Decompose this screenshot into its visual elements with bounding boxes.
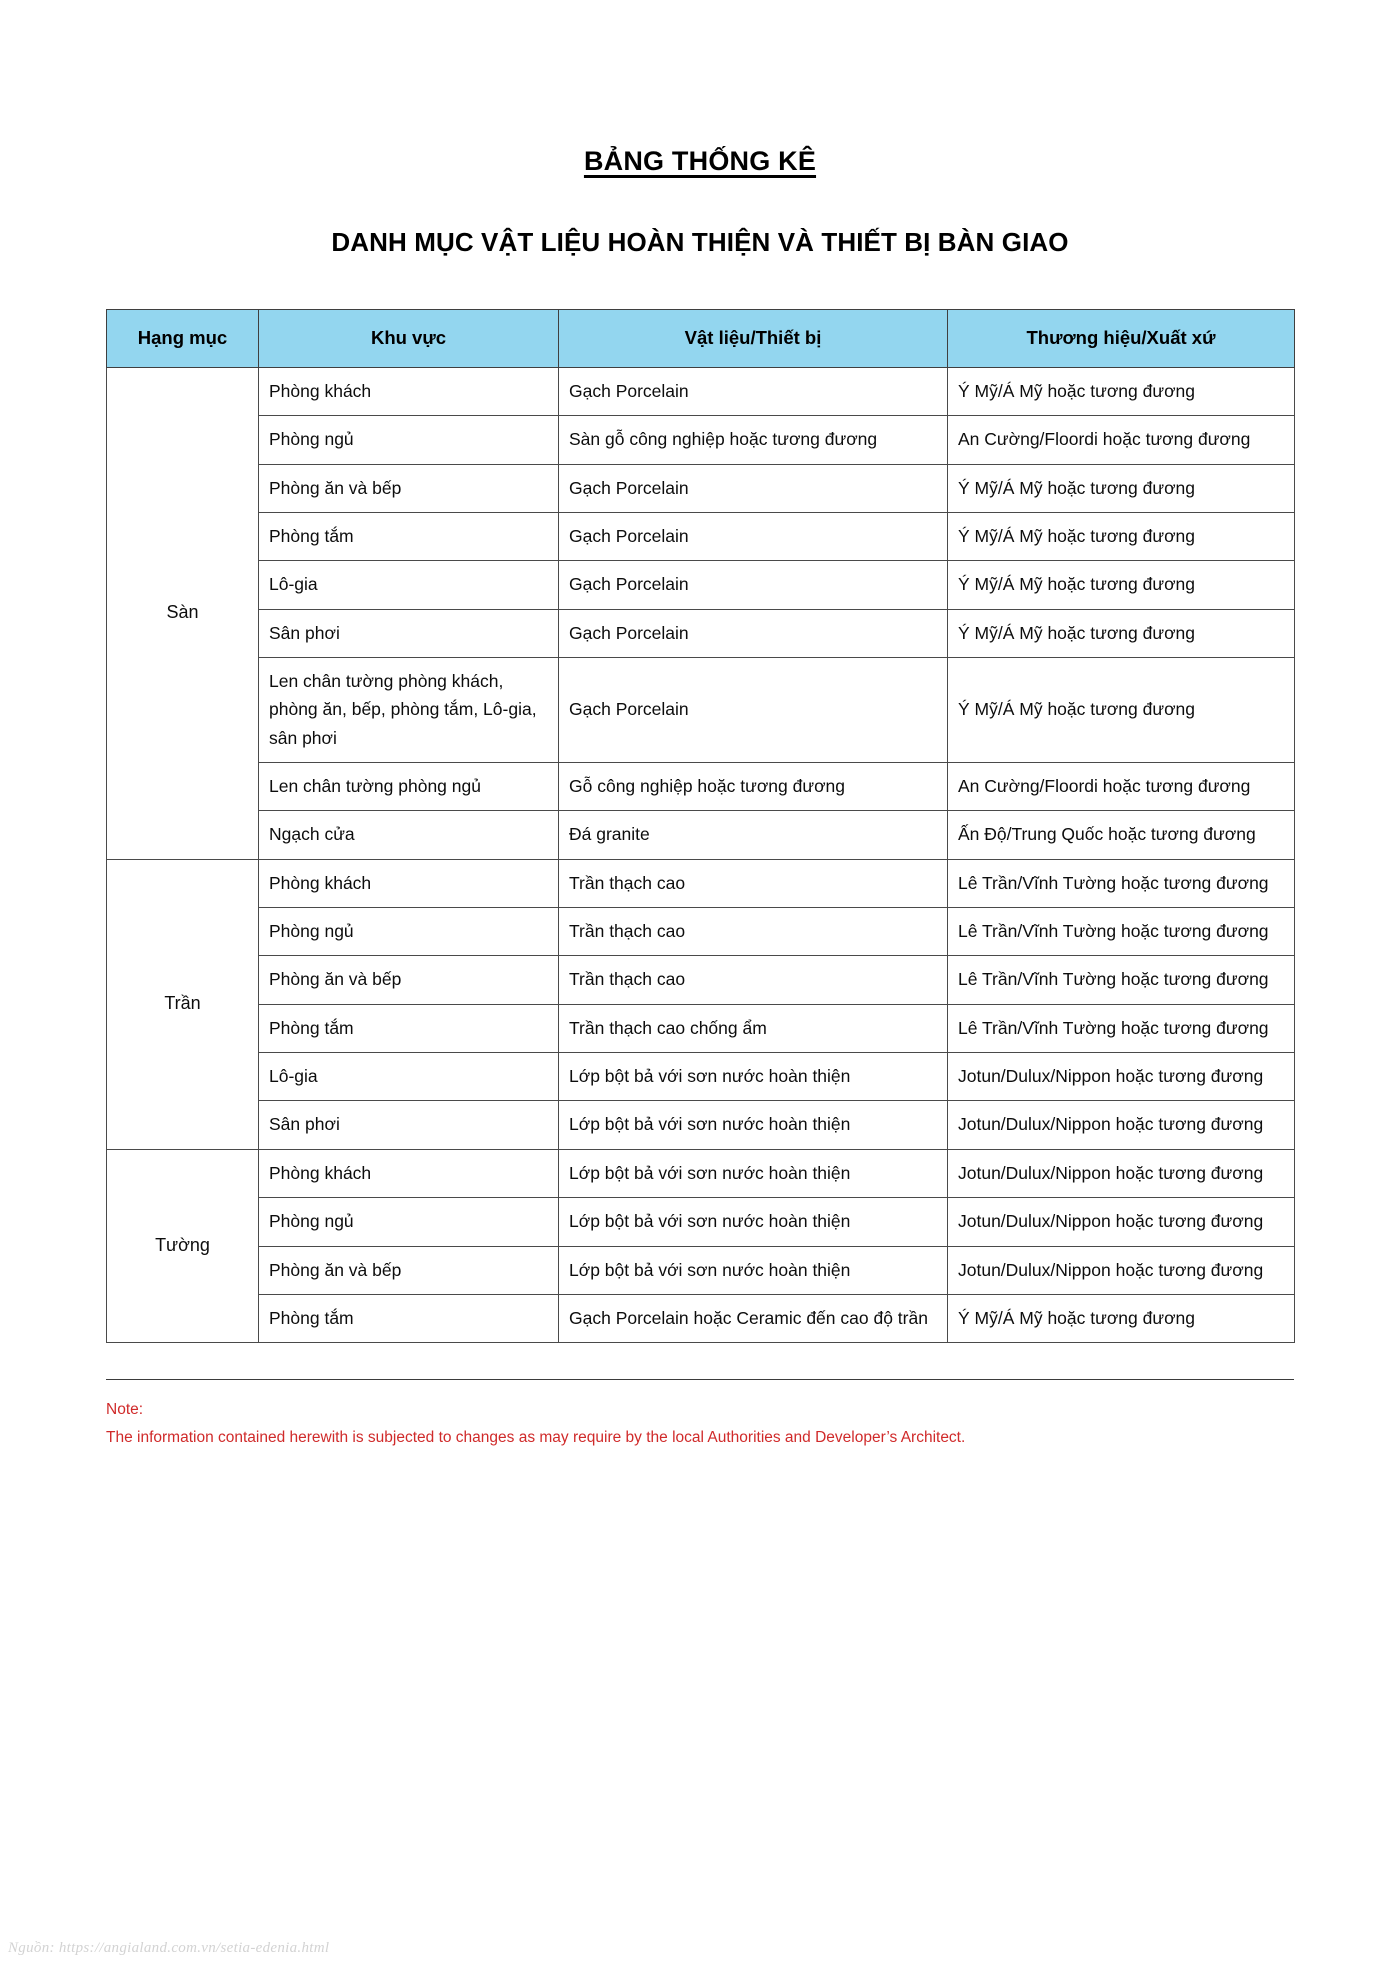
materials-table-container bbox=[106, 255, 1294, 1343]
cell-brand: Lê Trần/Vĩnh Tường hoặc tương đương bbox=[948, 908, 1295, 956]
table-body bbox=[107, 367, 1295, 1342]
materials-table bbox=[106, 309, 1295, 1343]
cell-brand: An Cường/Floordi hoặc tương đương bbox=[948, 416, 1295, 464]
table-header bbox=[107, 310, 1295, 368]
table-row bbox=[107, 464, 1295, 512]
cell-area: Lô-gia bbox=[259, 561, 559, 609]
page-subtitle: DANH MỤC VẬT LIỆU HOÀN THIỆN VÀ THIẾT BỊ BÀN GIAO bbox=[331, 227, 1069, 257]
cell-area: Sân phơi bbox=[259, 609, 559, 657]
table-row bbox=[107, 367, 1295, 415]
cell-area: Phòng ngủ bbox=[259, 908, 559, 956]
cell-brand: Ý Mỹ/Á Mỹ hoặc tương đương bbox=[948, 1294, 1295, 1342]
cell-material: Lớp bột bả với sơn nước hoàn thiện bbox=[559, 1101, 948, 1149]
cell-brand: Jotun/Dulux/Nippon hoặc tương đương bbox=[948, 1053, 1295, 1101]
table-header-row bbox=[107, 310, 1295, 368]
table-row bbox=[107, 609, 1295, 657]
cell-brand: Ý Mỹ/Á Mỹ hoặc tương đương bbox=[948, 367, 1295, 415]
cell-material: Trần thạch cao bbox=[559, 956, 948, 1004]
cell-material: Sàn gỗ công nghiệp hoặc tương đương bbox=[559, 416, 948, 464]
column-header-category: Hạng mục bbox=[107, 310, 259, 368]
table-row bbox=[107, 859, 1295, 907]
cell-material: Gạch Porcelain bbox=[559, 464, 948, 512]
cell-material: Đá granite bbox=[559, 811, 948, 859]
cell-brand: Ý Mỹ/Á Mỹ hoặc tương đương bbox=[948, 561, 1295, 609]
cell-area: Phòng tắm bbox=[259, 513, 559, 561]
cell-area: Phòng ăn và bếp bbox=[259, 464, 559, 512]
cell-area: Phòng khách bbox=[259, 1149, 559, 1197]
cell-material: Trần thạch cao bbox=[559, 908, 948, 956]
cell-material: Lớp bột bả với sơn nước hoàn thiện bbox=[559, 1198, 948, 1246]
group-label-floor: Sàn bbox=[107, 367, 259, 859]
cell-material: Gỗ công nghiệp hoặc tương đương bbox=[559, 763, 948, 811]
cell-area: Phòng ăn và bếp bbox=[259, 956, 559, 1004]
cell-brand: Ý Mỹ/Á Mỹ hoặc tương đương bbox=[948, 513, 1295, 561]
cell-brand: Ý Mỹ/Á Mỹ hoặc tương đương bbox=[948, 609, 1295, 657]
cell-material: Lớp bột bả với sơn nước hoàn thiện bbox=[559, 1246, 948, 1294]
cell-material: Lớp bột bả với sơn nước hoàn thiện bbox=[559, 1149, 948, 1197]
cell-material: Gạch Porcelain bbox=[559, 367, 948, 415]
table-row bbox=[107, 1246, 1295, 1294]
cell-brand: An Cường/Floordi hoặc tương đương bbox=[948, 763, 1295, 811]
cell-brand: Jotun/Dulux/Nippon hoặc tương đương bbox=[948, 1198, 1295, 1246]
cell-material: Trần thạch cao chống ẩm bbox=[559, 1004, 948, 1052]
cell-material: Gạch Porcelain bbox=[559, 513, 948, 561]
table-row bbox=[107, 1004, 1295, 1052]
page-title bbox=[0, 0, 1400, 175]
cell-area: Len chân tường phòng ngủ bbox=[259, 763, 559, 811]
table-row bbox=[107, 513, 1295, 561]
cell-material: Trần thạch cao bbox=[559, 859, 948, 907]
group-label-wall: Tường bbox=[107, 1149, 259, 1342]
table-row bbox=[107, 1101, 1295, 1149]
cell-material: Gạch Porcelain bbox=[559, 561, 948, 609]
group-label-ceiling: Trần bbox=[107, 859, 259, 1149]
table-row bbox=[107, 1149, 1295, 1197]
table-row bbox=[107, 658, 1295, 763]
cell-brand: Jotun/Dulux/Nippon hoặc tương đương bbox=[948, 1246, 1295, 1294]
table-row bbox=[107, 763, 1295, 811]
cell-brand: Ấn Độ/Trung Quốc hoặc tương đương bbox=[948, 811, 1295, 859]
table-row bbox=[107, 908, 1295, 956]
cell-brand: Ý Mỹ/Á Mỹ hoặc tương đương bbox=[948, 464, 1295, 512]
cell-area: Phòng khách bbox=[259, 367, 559, 415]
column-header-material: Vật liệu/Thiết bị bbox=[559, 310, 948, 368]
cell-area: Phòng ngủ bbox=[259, 416, 559, 464]
table-row bbox=[107, 1294, 1295, 1342]
cell-brand: Lê Trần/Vĩnh Tường hoặc tương đương bbox=[948, 956, 1295, 1004]
cell-brand: Ý Mỹ/Á Mỹ hoặc tương đương bbox=[948, 658, 1295, 763]
cell-brand: Lê Trần/Vĩnh Tường hoặc tương đương bbox=[948, 859, 1295, 907]
cell-area: Phòng tắm bbox=[259, 1004, 559, 1052]
table-row bbox=[107, 811, 1295, 859]
cell-area: Len chân tường phòng khách, phòng ăn, bếp, phòng tắm, Lô-gia, sân phơi bbox=[259, 658, 559, 763]
cell-brand: Lê Trần/Vĩnh Tường hoặc tương đương bbox=[948, 1004, 1295, 1052]
cell-area: Phòng khách bbox=[259, 859, 559, 907]
cell-area: Sân phơi bbox=[259, 1101, 559, 1149]
note-label: Note: bbox=[106, 1401, 144, 1419]
cell-area: Phòng ăn và bếp bbox=[259, 1246, 559, 1294]
cell-area: Ngạch cửa bbox=[259, 811, 559, 859]
cell-area: Lô-gia bbox=[259, 1053, 559, 1101]
cell-material: Gạch Porcelain hoặc Ceramic đến cao độ trần bbox=[559, 1294, 948, 1342]
table-row bbox=[107, 561, 1295, 609]
column-header-brand: Thương hiệu/Xuất xứ bbox=[948, 310, 1295, 368]
table-row bbox=[107, 1053, 1295, 1101]
table-row bbox=[107, 1198, 1295, 1246]
cell-material: Lớp bột bả với sơn nước hoàn thiện bbox=[559, 1053, 948, 1101]
note-text: The information contained herewith is subjected to changes as may require by the local Authorities and Developer’s Architect. bbox=[106, 1428, 966, 1446]
cell-brand: Jotun/Dulux/Nippon hoặc tương đương bbox=[948, 1101, 1295, 1149]
cell-brand: Jotun/Dulux/Nippon hoặc tương đương bbox=[948, 1149, 1295, 1197]
table-row bbox=[107, 416, 1295, 464]
column-header-area: Khu vực bbox=[259, 310, 559, 368]
note-block bbox=[106, 1380, 1294, 1451]
cell-area: Phòng tắm bbox=[259, 1294, 559, 1342]
cell-area: Phòng ngủ bbox=[259, 1198, 559, 1246]
cell-material: Gạch Porcelain bbox=[559, 658, 948, 763]
source-watermark: Nguồn: https://angialand.com.vn/setia-edenia.html bbox=[8, 1940, 330, 1956]
page-title-text: BẢNG THỐNG KÊ bbox=[583, 146, 817, 176]
table-row bbox=[107, 956, 1295, 1004]
cell-material: Gạch Porcelain bbox=[559, 609, 948, 657]
